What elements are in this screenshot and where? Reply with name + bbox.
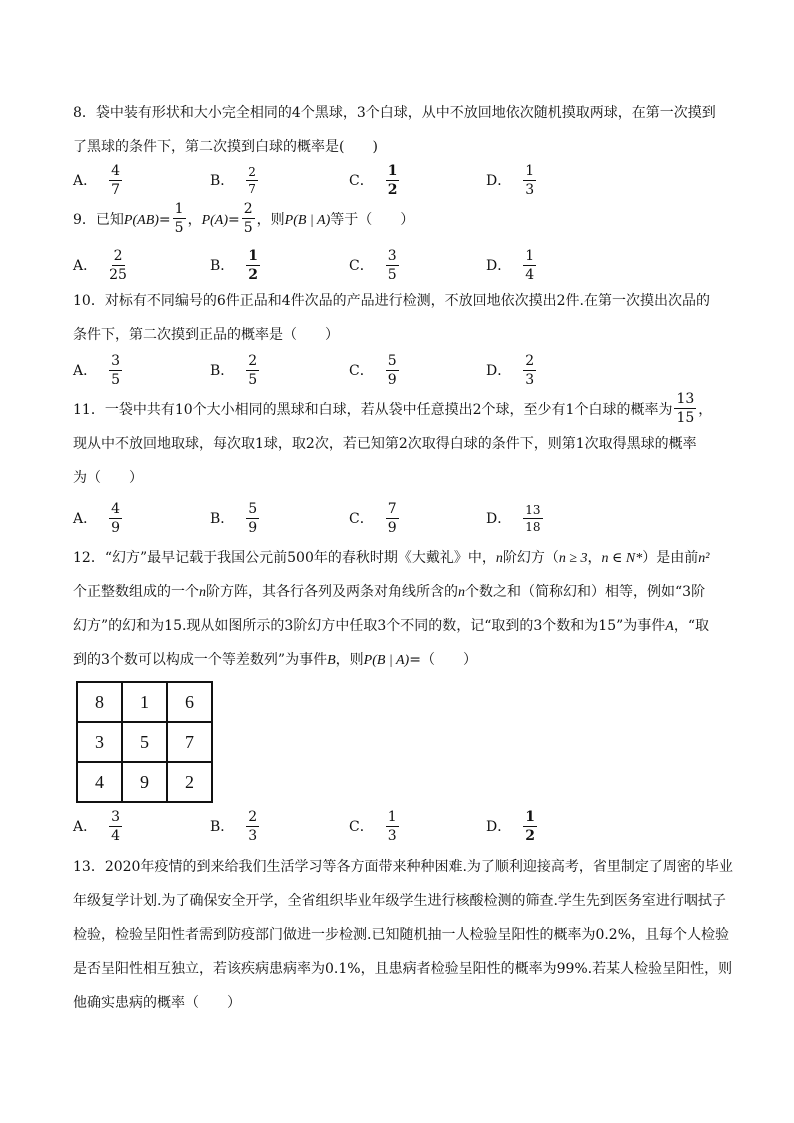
q10-option-d[interactable]: D． $\frac{2}{3}$: [486, 352, 535, 388]
q11-option-a[interactable]: A． $\frac{4}{9}$: [73, 500, 121, 536]
magic-cell: 5: [122, 722, 167, 762]
q13-line-3: 检验，检验呈阳性者需到防疫部门做进一步检测.已知随机抽一人检验呈阳性的概率为0.2%，且每个人检验: [73, 927, 730, 943]
q10-line-1: 10．对标有不同编号的6件正品和4件次品的产品进行检测，不放回地依次摸出2件.在第一次摸出次品的: [73, 293, 710, 309]
q12-option-b[interactable]: B． $\frac{2}{3}$: [210, 808, 258, 844]
q10-option-b[interactable]: B． $\frac{2}{5}$: [210, 352, 258, 388]
question-9: [73, 200, 723, 237]
q8-line-1: 8．袋中装有形状和大小完全相同的4个黑球，3个白球，从中不放回地依次随机摸取两球，在第一次摸到: [73, 105, 716, 121]
q13-line-4: 是否呈阳性相互独立，若该疾病患病率为0.1%，且患病者检验呈阳性的概率为99%.若某人检验呈阳性，则: [73, 961, 733, 977]
q9-options: [73, 245, 723, 285]
q10-option-c[interactable]: C． $\frac{5}{9}$: [349, 352, 397, 388]
q10-options: [73, 350, 723, 390]
q8-option-b[interactable]: B． $\frac{2}{7}$: [210, 164, 256, 196]
q12-options: [73, 806, 723, 846]
q11-line-3: 为（ ）: [73, 470, 143, 486]
q11-line-2: 现从中不放回地取球，每次取1球，取2次，若已知第2次取得白球的条件下，则第1次取得黑球的概率: [73, 436, 697, 452]
q12-option-c[interactable]: C． $\frac{1}{3}$: [349, 808, 397, 844]
magic-cell: 1: [122, 682, 167, 722]
q12-line-4: 到的3个数可以构成一个等差数列”为事件B，则P(B | A)=（ ）: [73, 652, 477, 668]
q12-line-2: 个正整数组成的一个n阶方阵，其各行各列及两条对角线所含的n个数之和（简称幻和）相等，例如“3阶: [73, 584, 706, 600]
q9-option-a[interactable]: A． $\frac{2}{25}$: [73, 247, 127, 283]
q8-option-a[interactable]: A． $\frac{4}{7}$: [73, 162, 121, 198]
q11-option-c[interactable]: C． $\frac{7}{9}$: [349, 500, 397, 536]
q8-options: [73, 160, 723, 200]
question-8: [73, 96, 723, 164]
q9-option-b[interactable]: B． $\frac{1}{2}$: [210, 247, 259, 283]
q12-line-3: 幻方”的幻和为15.现从如图所示的3阶幻方中任取3个不同的数，记“取到的3个数和为15”为事件A，“取: [73, 618, 710, 634]
q11-option-b[interactable]: B． $\frac{5}{9}$: [210, 500, 258, 536]
q10-option-a[interactable]: A． $\frac{3}{5}$: [73, 352, 121, 388]
q12-line-1: 12．“幻方”最早记载于我国公元前500年的春秋时期《大戴礼》中，n阶幻方（n ≥ 3，n ∈ N*）是由前n²: [73, 550, 710, 566]
magic-cell: 4: [77, 762, 122, 802]
q8-line-2: 了黑球的条件下，第二次摸到白球的概率是( ): [73, 139, 378, 155]
magic-cell: 6: [167, 682, 212, 722]
q11-options: [73, 498, 723, 538]
q13-line-2: 年级复学计划.为了确保安全开学，全省组织毕业年级学生进行核酸检测的筛查.学生先到医务室进行咽拭子: [73, 893, 726, 909]
question-11: [73, 390, 723, 495]
q9-line-1: 9．已知P(AB)= $\frac{1}{5}$ ，P(A)= $\frac{2}{5}$ ，则P(B | A)等于（ ）: [73, 200, 415, 236]
magic-cell: 9: [122, 762, 167, 802]
question-13: [73, 850, 733, 1020]
magic-cell: 7: [167, 722, 212, 762]
q9-option-c[interactable]: C． $\frac{3}{5}$: [349, 247, 397, 283]
q10-line-2: 条件下，第二次摸到正品的概率是（ ）: [73, 327, 339, 343]
q11-option-d[interactable]: D． $\frac{13}{18}$: [486, 502, 541, 534]
magic-cell: 2: [167, 762, 212, 802]
q8-option-c[interactable]: C． $\frac{1}{2}$: [349, 162, 398, 198]
q8-option-d[interactable]: D． $\frac{1}{3}$: [486, 162, 535, 198]
question-12: [73, 541, 723, 677]
q11-line-1: 11．一袋中共有10个大小相同的黑球和白球，若从袋中任意摸出2个球，至少有1个白球的概率为 $\frac{13}{15}$ ，: [73, 390, 713, 426]
q13-line-1: 13．2020年疫情的到来给我们生活学习等各方面带来种种困难.为了顺利迎接高考，省里制定了周密的毕业: [73, 859, 733, 875]
q12-option-d[interactable]: D． $\frac{1}{2}$: [486, 808, 535, 844]
magic-cell: 8: [77, 682, 122, 722]
magic-square-grid: [76, 681, 213, 803]
magic-cell: 3: [77, 722, 122, 762]
question-10: [73, 284, 723, 352]
q9-option-d[interactable]: D． $\frac{1}{4}$: [486, 247, 535, 283]
q12-option-a[interactable]: A． $\frac{3}{4}$: [73, 808, 121, 844]
q13-line-5: 他确实患病的概率（ ）: [73, 995, 241, 1011]
